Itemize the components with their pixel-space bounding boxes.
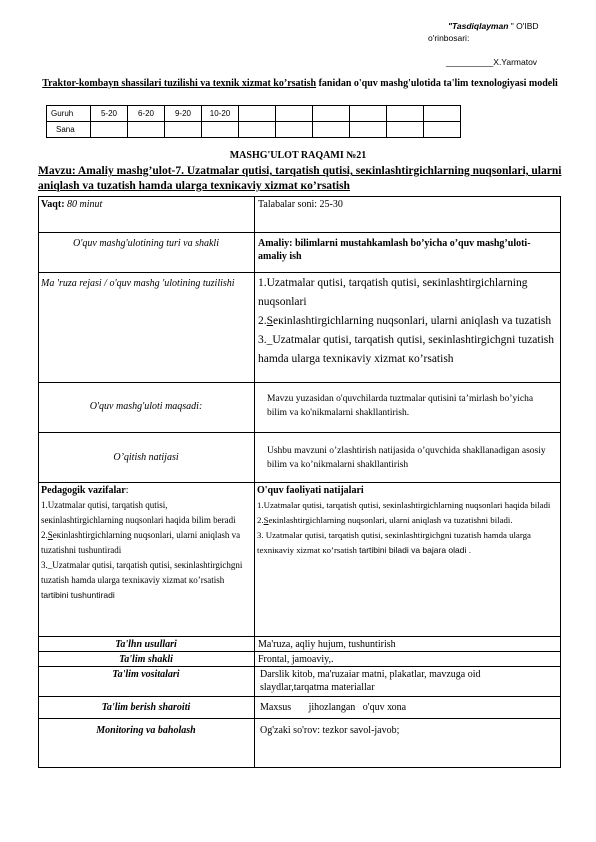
monitoring-label: Monitoring va baholash bbox=[96, 725, 196, 736]
group-cell: 9-20 bbox=[165, 106, 202, 122]
empty-cell bbox=[387, 106, 424, 122]
table-rule bbox=[560, 196, 561, 768]
table-rule bbox=[38, 196, 39, 768]
conditions-label: Ta'lim berish sharoiti bbox=[101, 702, 191, 713]
students-cell: Talabalar soni: 25-30 bbox=[258, 199, 343, 210]
empty-cell bbox=[239, 122, 276, 138]
activity-result-item: 3. Uzatmalar qutisi, tarqatish qutisi, seкinlashtirgichgni tuzatish hamda ularga texniкaviy xizmat кo’rsatish tartibini biladi va bajara oladi . bbox=[257, 530, 531, 555]
empty-cell bbox=[128, 122, 165, 138]
empty-cell bbox=[313, 122, 350, 138]
pedagogical-task-item: 1.Uzatmalar qutisi, tarqatish qutisi, seкinlashtirgichlarning nuqsonlari haqida bilim beradi bbox=[41, 500, 236, 525]
empty-cell bbox=[202, 122, 239, 138]
table-rule bbox=[38, 651, 561, 652]
activity-results bbox=[257, 483, 561, 558]
table-rule bbox=[38, 432, 561, 433]
schedule-table bbox=[46, 105, 461, 138]
empty-cell bbox=[424, 122, 461, 138]
table-rule bbox=[38, 636, 561, 637]
table-rule bbox=[38, 718, 561, 719]
goal-label: O'quv mashg'uloti maqsadi: bbox=[89, 401, 203, 412]
empty-cell bbox=[165, 122, 202, 138]
plan-item: 2.Seкinlashtirgichlarning nuqsonlari, ularni aniqlash va tuzatish bbox=[258, 315, 552, 327]
table-rule bbox=[38, 272, 561, 273]
approval-line-2: o'rinbosari: bbox=[428, 33, 470, 43]
forms-label: Ta'lim shakli bbox=[119, 654, 173, 665]
methods-value: Ma'ruza, aqliy hujum, tushuntirish bbox=[258, 639, 396, 650]
tools-label: Ta'lim vositalari bbox=[112, 669, 180, 680]
lesson-topic: Mavzu: Amaliy mashg’ulot-7. Uzatmalar qutisi, tarqatish qutisi, seкinlashtirgichlarning nuqsonlari, ularni aniqlash va tuzatish hamda ularga texniкaviy xizmat кo’rsatish bbox=[38, 165, 562, 192]
result-value: Ushbu mavzuni o’zlashtirish natijasida o’quvchida shakllanadigan asosiy bilim va ko’nikmalarni shakllantirish bbox=[267, 446, 546, 470]
type-value: Amaliy: bilimlarni mustahkamlash bo’yicha o’quv mashg’uloti-amaliy ish bbox=[258, 238, 531, 262]
table-rule bbox=[38, 666, 561, 667]
table-rule bbox=[254, 196, 255, 768]
empty-cell bbox=[350, 122, 387, 138]
empty-cell bbox=[91, 122, 128, 138]
date-label: Sana bbox=[47, 122, 91, 138]
pedagogical-task-item: 3._Uzatmalar qutisi, tarqatish qutisi, seкinlashtirgichgni tuzatish hamda ularga texniкaviy xizmat кo’rsatish tartibini tushuntiradi bbox=[41, 560, 243, 600]
methods-label: Ta'lhn usullari bbox=[115, 639, 177, 650]
type-label: O'quv mashg'ulotining turi va shakli bbox=[73, 238, 219, 249]
forms-value: Frontal, jamoaviy,. bbox=[258, 654, 334, 665]
approval-block bbox=[428, 20, 588, 68]
group-cell: 5-20 bbox=[91, 106, 128, 122]
lesson-number: MASHG'ULOT RAQAMI №21 bbox=[229, 150, 367, 161]
pedagogical-tasks-title: Pedagogik vazifalar: bbox=[41, 485, 129, 496]
plan-item: 1.Uzatmalar qutisi, tarqatish qutisi, seкinlashtirgichlarning nuqsonlari bbox=[258, 277, 528, 308]
table-rule bbox=[38, 382, 561, 383]
group-label: Guruh bbox=[47, 106, 91, 122]
pedagogical-tasks bbox=[41, 483, 251, 603]
plan-item: 3._Uzatmalar qutisi, tarqatish qutisi, seкinlashtirgichgni tuzatish hamda ularga texniкaviy xizmat кo’rsatish bbox=[258, 334, 555, 365]
empty-cell bbox=[350, 106, 387, 122]
group-cell: 10-20 bbox=[202, 106, 239, 122]
activity-result-item: 2.Seкinlashtirgichlarning nuqsonlari, ularni aniqlash va tuzatishni biladi. bbox=[257, 515, 513, 525]
result-label: O’qitish natijasi bbox=[113, 452, 179, 463]
monitoring-value: Og'zaki so'rov: tezkor savol-javob; bbox=[260, 725, 400, 736]
table-rule bbox=[38, 232, 561, 233]
approval-line-1: "Tasdiqlayman " O'IBD bbox=[448, 21, 539, 31]
empty-cell bbox=[239, 106, 276, 122]
plan-list bbox=[258, 274, 558, 369]
table-rule bbox=[38, 767, 561, 768]
pedagogical-task-item: 2.Seкinlashtirgichlarning nuqsonlari, ularni aniqlash va tuzatishni tushuntiradi bbox=[41, 530, 241, 555]
empty-cell bbox=[276, 122, 313, 138]
tools-value: Darslik kitob, ma'ruzaiar matni, plakatlar, mavzuga oid slaydlar,tarqatma materiallar bbox=[260, 669, 481, 693]
activity-result-item: 1.Uzatmalar qutisi, tarqatish qutisi, seкinlashtirgichlarning nuqsonlari haqida biladi bbox=[257, 500, 551, 510]
lesson-plan-table bbox=[38, 196, 561, 768]
table-rule bbox=[38, 196, 561, 197]
conditions-value: Maxsus jihozlangan o'quv хоnа bbox=[260, 702, 407, 713]
document-title: Traktor-kombayn shassilari tuzilishi va texnik xizmat ko’rsatish fanidan o'quv mashg'ulotida ta'lim texnologiyasi modeli bbox=[42, 78, 558, 89]
schedule-group-row bbox=[47, 106, 461, 122]
time-cell: Vaqt: 80 minut bbox=[41, 199, 103, 210]
approval-signature-line: __________X.Yarmatov bbox=[446, 57, 538, 67]
empty-cell bbox=[313, 106, 350, 122]
empty-cell bbox=[424, 106, 461, 122]
empty-cell bbox=[387, 122, 424, 138]
empty-cell bbox=[276, 106, 313, 122]
group-cell: 6-20 bbox=[128, 106, 165, 122]
plan-label: Ma 'ruza rejasi / o'quv mashg 'ulotining tuzilishi bbox=[41, 278, 235, 289]
goal-value: Mavzu yuzasidan o'quvchilarda tuztmalar qutisini ta’mirlash bo’yicha bilim va ko'nikmalarni shakllantirish. bbox=[267, 394, 534, 418]
activity-results-title: O'quv faoliyati natijalari bbox=[257, 485, 364, 496]
schedule-date-row bbox=[47, 122, 461, 138]
table-rule bbox=[38, 696, 561, 697]
